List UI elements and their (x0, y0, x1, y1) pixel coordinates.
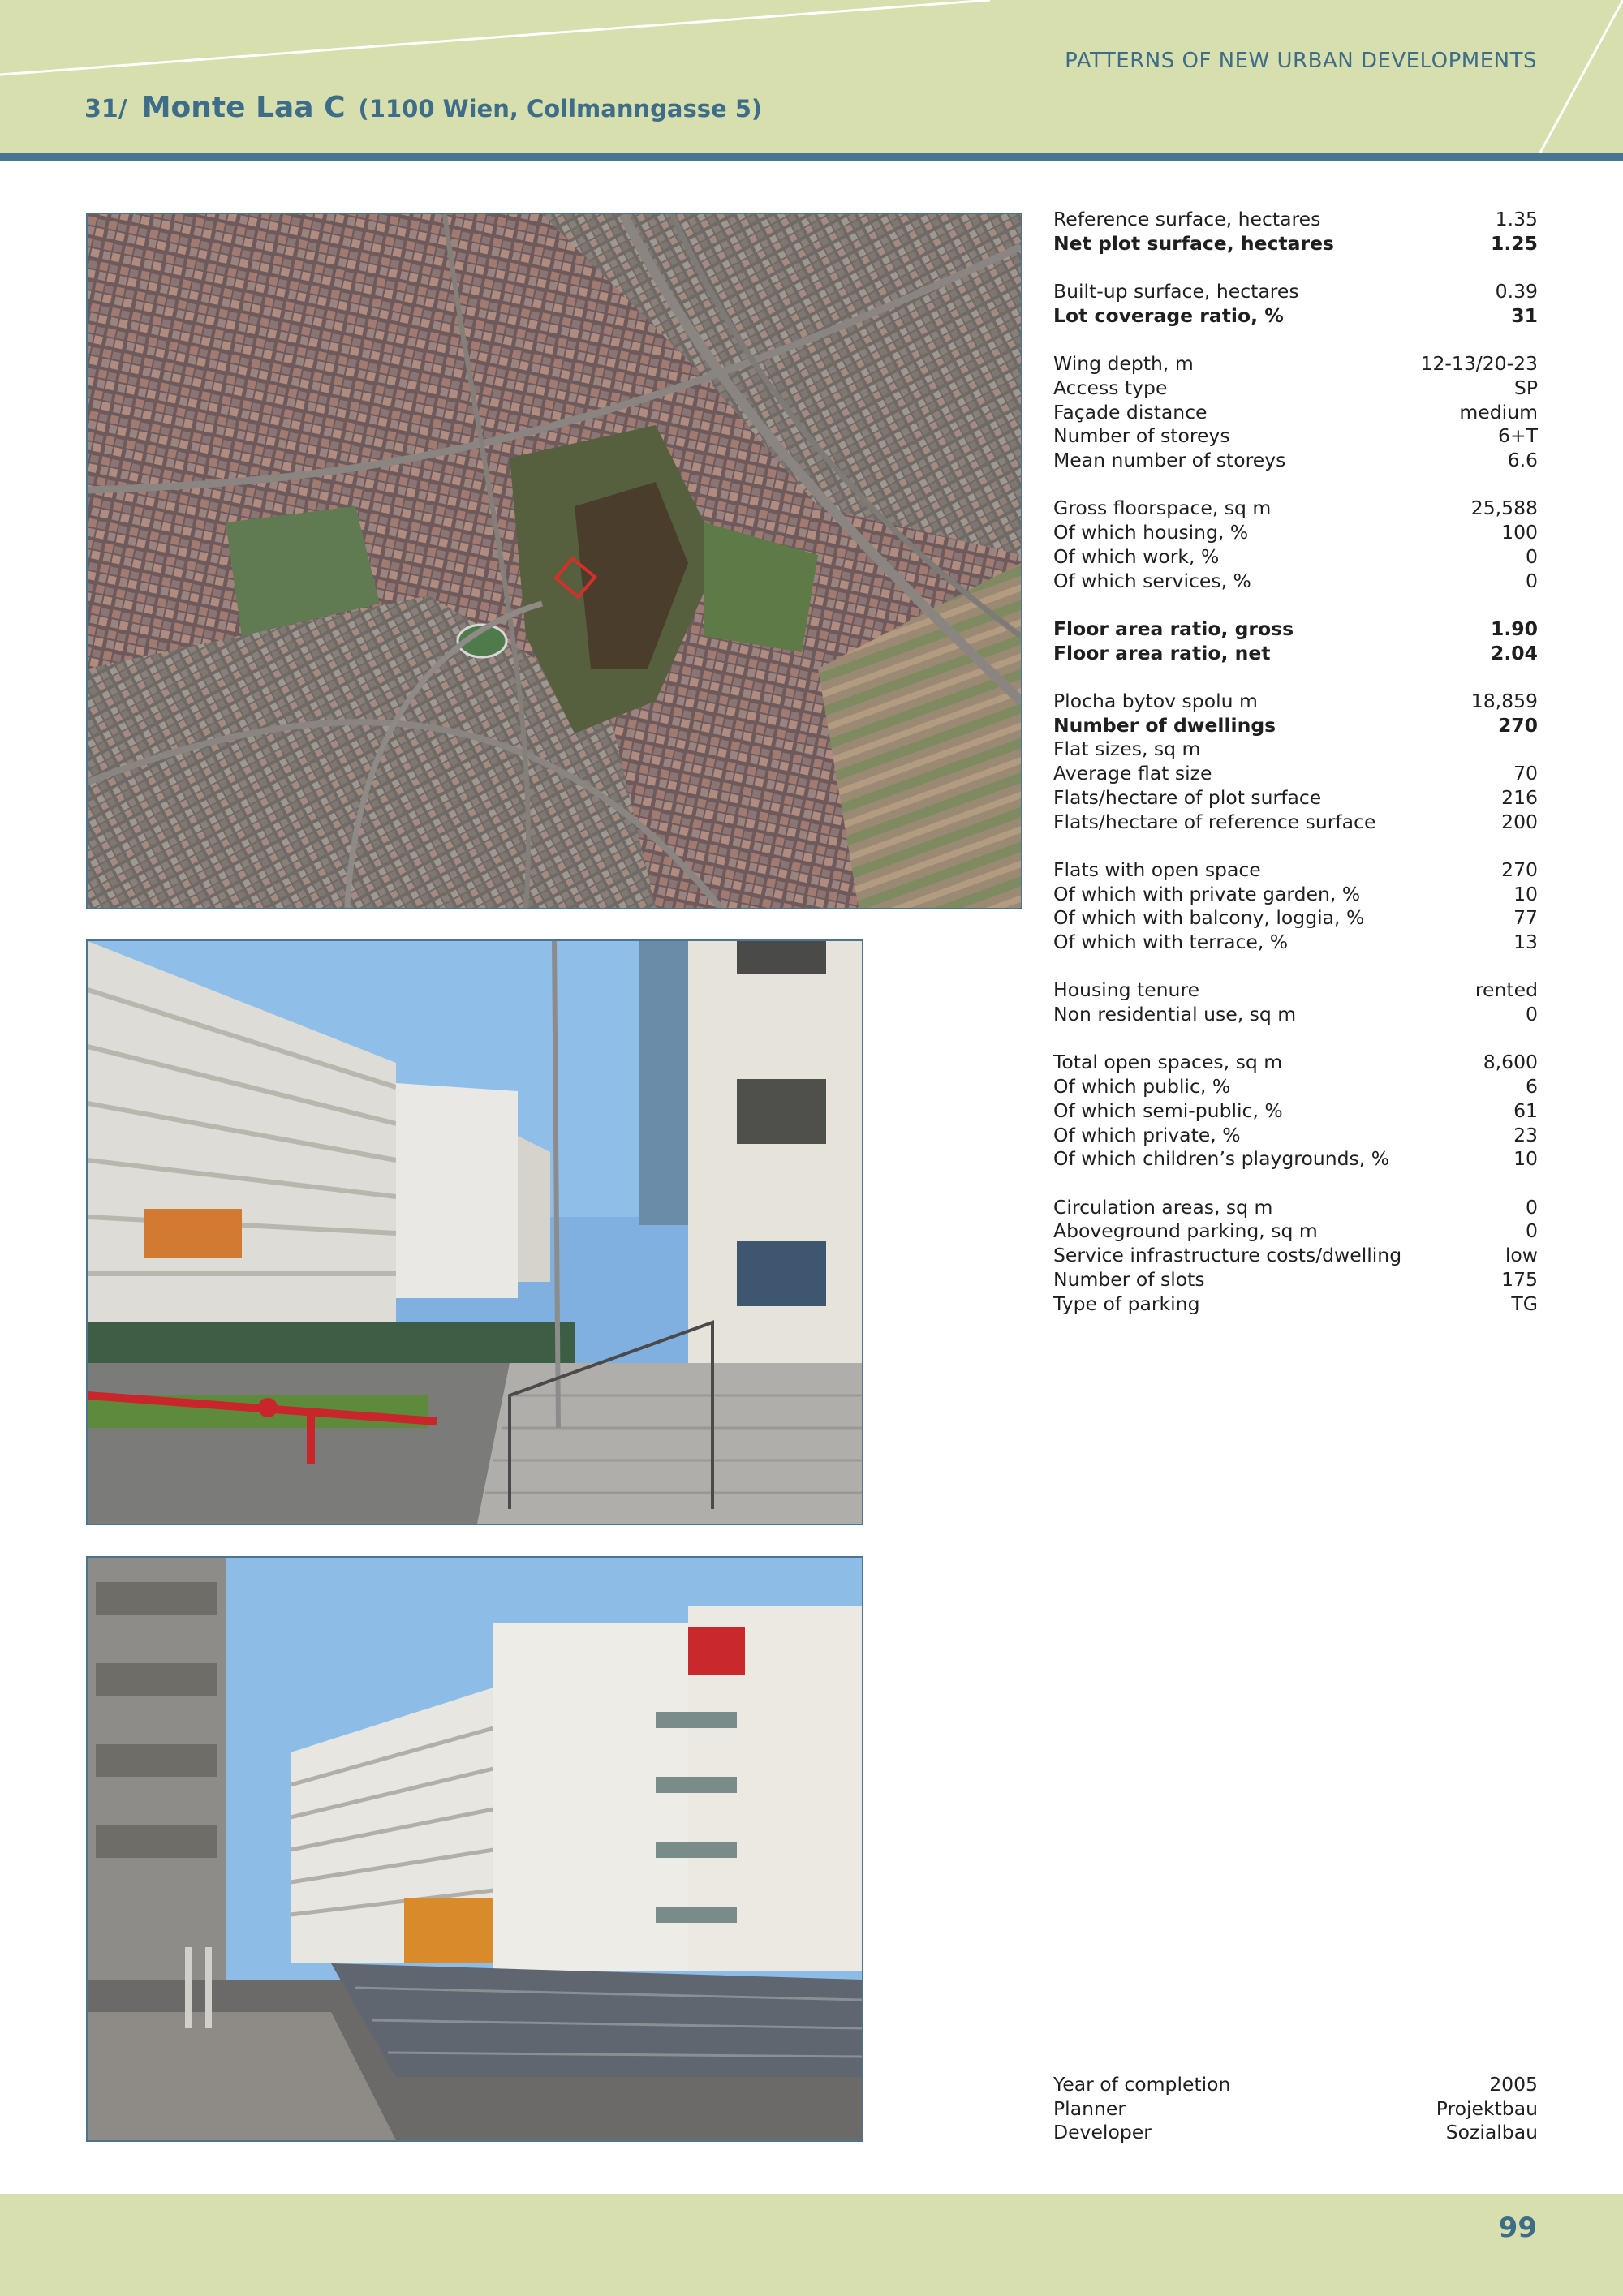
credit-row (1053, 2073, 1538, 2097)
stat-value: 270 (1497, 713, 1538, 737)
stat-label: Of which with terrace, % (1053, 931, 1289, 953)
project-name: Monte Laa C (141, 91, 346, 124)
stat-value: 6+T (1498, 424, 1538, 448)
stat-value: low (1505, 1244, 1538, 1267)
stat-row (1053, 1147, 1538, 1172)
stat-value: 0.39 (1495, 280, 1538, 303)
stat-label: Floor area ratio, net (1053, 641, 1271, 664)
header-rule (0, 153, 1623, 161)
stat-row (1053, 1075, 1538, 1099)
page-header (0, 0, 1623, 153)
stat-label: Number of storeys (1053, 424, 1230, 448)
entry-number: 31/ (84, 95, 127, 123)
stat-value: 1.35 (1495, 208, 1538, 230)
stat-group-gap (1053, 329, 1538, 353)
stat-row (1053, 978, 1538, 1003)
stat-value: 12-13/20-23 (1420, 352, 1538, 376)
stat-value: 175 (1501, 1267, 1538, 1291)
stat-value: 0 (1526, 1195, 1538, 1219)
stat-value: 0 (1526, 544, 1538, 568)
stat-value: 1.25 (1491, 231, 1538, 255)
stat-row (1053, 497, 1538, 521)
stat-label: Plocha bytov spolu m (1053, 689, 1258, 712)
stat-value: TG (1511, 1292, 1538, 1315)
stat-label: Circulation areas, sq m (1053, 1195, 1273, 1219)
stat-label: Number of slots (1053, 1267, 1205, 1291)
stat-label: Of which with private garden, % (1053, 882, 1361, 905)
stat-row (1053, 521, 1538, 545)
stat-label: Wing depth, m (1053, 352, 1194, 376)
stat-value: 8,600 (1483, 1051, 1538, 1074)
credit-row (1053, 2121, 1538, 2145)
stat-row (1053, 690, 1538, 714)
credit-row (1053, 2097, 1538, 2122)
credit-value: Projektbau (1436, 2096, 1538, 2120)
stat-label: Aboveground parking, sq m (1053, 1219, 1318, 1243)
page-title (84, 91, 762, 124)
stat-row (1053, 786, 1538, 810)
stat-row (1053, 1099, 1538, 1124)
stat-value: 0 (1526, 569, 1538, 592)
stat-row (1053, 304, 1538, 329)
stat-row (1053, 1219, 1538, 1244)
stat-row (1053, 1292, 1538, 1317)
stat-value: 216 (1501, 785, 1538, 809)
stat-value: 100 (1501, 521, 1538, 544)
stat-row (1053, 1051, 1538, 1075)
stat-group-gap (1053, 1172, 1538, 1196)
stat-value: 1.90 (1491, 617, 1538, 640)
stat-row (1053, 449, 1538, 473)
stat-label: Façade distance (1053, 400, 1208, 424)
stat-label: Of which public, % (1053, 1075, 1231, 1099)
stat-value: 10 (1513, 1147, 1538, 1171)
stat-row (1053, 737, 1538, 762)
stat-value: 61 (1513, 1099, 1538, 1122)
stat-row (1053, 376, 1538, 401)
stat-label: Flats/hectare of plot surface (1053, 785, 1322, 809)
stat-value: 10 (1513, 882, 1538, 905)
stat-row (1053, 1003, 1538, 1027)
credit-label: Planner (1053, 2096, 1126, 2120)
stat-value: 13 (1513, 931, 1538, 953)
stat-value: 270 (1501, 858, 1538, 881)
page-footer (0, 2194, 1623, 2296)
courtyard-photo (86, 939, 863, 1525)
credit-value: 2005 (1489, 2073, 1538, 2096)
stat-label: Of which children’s playgrounds, % (1053, 1147, 1390, 1171)
stat-row (1053, 352, 1538, 376)
stat-label: Net plot surface, hectares (1053, 231, 1335, 255)
stat-value: 77 (1513, 906, 1538, 930)
stat-row (1053, 883, 1538, 907)
stat-value: 70 (1513, 762, 1538, 785)
stat-value: 25,588 (1470, 497, 1538, 520)
stat-row (1053, 1268, 1538, 1292)
stat-label: Flats with open space (1053, 858, 1261, 881)
stat-group-gap (1053, 1027, 1538, 1051)
stat-label: Gross floorspace, sq m (1053, 497, 1272, 520)
aerial-photo (86, 213, 1022, 909)
stat-row (1053, 617, 1538, 642)
stat-group-gap (1053, 834, 1538, 858)
stat-row (1053, 232, 1538, 256)
running-title: PATTERNS OF NEW URBAN DEVELOPMENTS (1065, 49, 1537, 73)
stat-row (1053, 208, 1538, 232)
stat-label: Of which work, % (1053, 544, 1220, 568)
stat-row (1053, 931, 1538, 955)
stat-value: 0 (1526, 1219, 1538, 1243)
header-decoration (0, 0, 1623, 153)
stat-value: 200 (1501, 810, 1538, 833)
stat-label: Mean number of storeys (1053, 449, 1286, 471)
credit-label: Year of completion (1053, 2073, 1231, 2096)
stat-row (1053, 642, 1538, 666)
stat-row (1053, 401, 1538, 425)
stat-row (1053, 810, 1538, 835)
stat-label: Flats/hectare of reference surface (1053, 810, 1376, 833)
stat-row (1053, 1124, 1538, 1148)
stat-label: Floor area ratio, gross (1053, 617, 1294, 640)
stat-row (1053, 545, 1538, 570)
credit-label: Developer (1053, 2121, 1152, 2144)
stat-label: Built-up surface, hectares (1053, 280, 1299, 303)
stat-label: Of which services, % (1053, 569, 1251, 592)
stat-row (1053, 1244, 1538, 1268)
stat-value: 31 (1511, 303, 1538, 327)
stat-row (1053, 714, 1538, 738)
stat-row (1053, 858, 1538, 883)
stat-group-gap (1053, 256, 1538, 280)
stat-row (1053, 570, 1538, 594)
project-credits (1053, 2073, 1538, 2145)
stat-value: 18,859 (1470, 689, 1538, 712)
stat-row (1053, 280, 1538, 304)
stat-label: Flat sizes, sq m (1053, 737, 1201, 761)
stat-value: 2.04 (1491, 641, 1538, 664)
stat-label: Total open spaces, sq m (1053, 1051, 1283, 1074)
stat-value: SP (1513, 376, 1538, 399)
stat-value: 6.6 (1507, 449, 1538, 471)
page-number: 99 (1498, 2212, 1537, 2244)
statistics-table (1053, 208, 1538, 1316)
stat-group-gap (1053, 665, 1538, 690)
stat-value: medium (1459, 400, 1538, 424)
stat-label: Reference surface, hectares (1053, 208, 1321, 230)
stat-label: Of which private, % (1053, 1123, 1241, 1146)
stat-label: Access type (1053, 376, 1168, 399)
stat-row (1053, 762, 1538, 786)
stat-value: 0 (1526, 1003, 1538, 1026)
project-address: (1100 Wien, Collmanngasse 5) (358, 95, 763, 123)
stat-label: Service infrastructure costs/dwelling (1053, 1244, 1402, 1267)
stat-value: 6 (1526, 1075, 1538, 1099)
stat-label: Of which with balcony, loggia, % (1053, 906, 1365, 930)
stat-row (1053, 906, 1538, 931)
stat-label: Number of dwellings (1053, 713, 1276, 737)
stat-group-gap (1053, 593, 1538, 617)
stat-row (1053, 1196, 1538, 1220)
stat-label: Of which semi-public, % (1053, 1099, 1283, 1122)
stat-label: Housing tenure (1053, 978, 1200, 1002)
stat-group-gap (1053, 473, 1538, 497)
stat-label: Lot coverage ratio, % (1053, 303, 1284, 327)
credit-value: Sozialbau (1445, 2121, 1538, 2144)
building-photo (86, 1556, 863, 2142)
stat-group-gap (1053, 955, 1538, 979)
stat-label: Of which housing, % (1053, 521, 1249, 544)
stat-row (1053, 424, 1538, 449)
stat-label: Non residential use, sq m (1053, 1003, 1297, 1026)
stat-label: Type of parking (1053, 1292, 1200, 1315)
stat-value: rented (1474, 978, 1538, 1002)
stat-value: 23 (1513, 1123, 1538, 1146)
stat-label: Average flat size (1053, 762, 1212, 785)
